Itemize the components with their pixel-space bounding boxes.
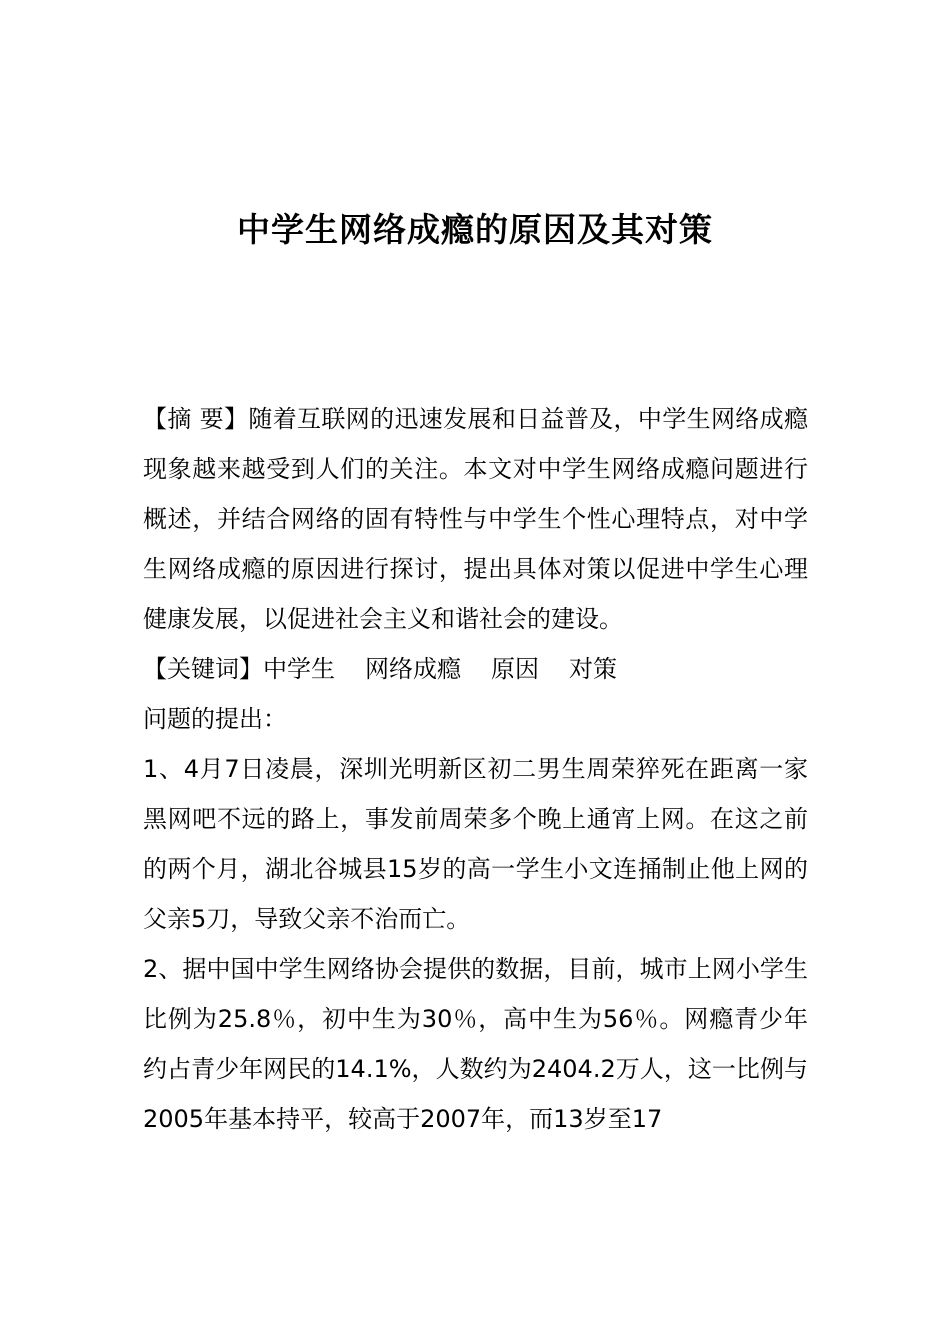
keywords-line [143,644,808,694]
keyword-item: 网络成瘾 [365,655,461,683]
body-paragraph: 2、据中国中学生网络协会提供的数据，目前，城市上网小学生比例为25.8％，初中生为30％，高中生为56％。网瘾青少年约占青少年网民的14.1%，人数约为2404.2万人，这一比例与2005年基本持平，较高于2007年，而13岁至17 [143,955,808,1133]
keyword-item: 原因 [491,655,539,683]
keywords-label: 【关键词】 [143,655,263,683]
abstract-paragraph: 【摘 要】随着互联网的迅速发展和日益普及，中学生网络成瘾现象越来越受到人们的关注。本文对中学生网络成瘾问题进行概述，并结合网络的固有特性与中学生个性心理特点，对中学生网络成瘾的原因进行探讨，提出具体对策以促进中学生心理健康发展，以促进社会主义和谐社会的建设。 [143,405,808,633]
keyword-item: 中学生 [263,655,335,683]
document-body [143,394,808,1144]
question-heading: 问题的提出： [143,705,287,733]
document-title: 中学生网络成瘾的原因及其对策 [237,210,713,249]
body-paragraph: 1、4月7日凌晨，深圳光明新区初二男生周荣猝死在距离一家黑网吧不远的路上，事发前周荣多个晚上通宵上网。在这之前的两个月，湖北谷城县15岁的高一学生小文连捅制止他上网的父亲5刀，导致父亲不治而亡。 [143,755,808,933]
keyword-item: 对策 [569,655,617,683]
